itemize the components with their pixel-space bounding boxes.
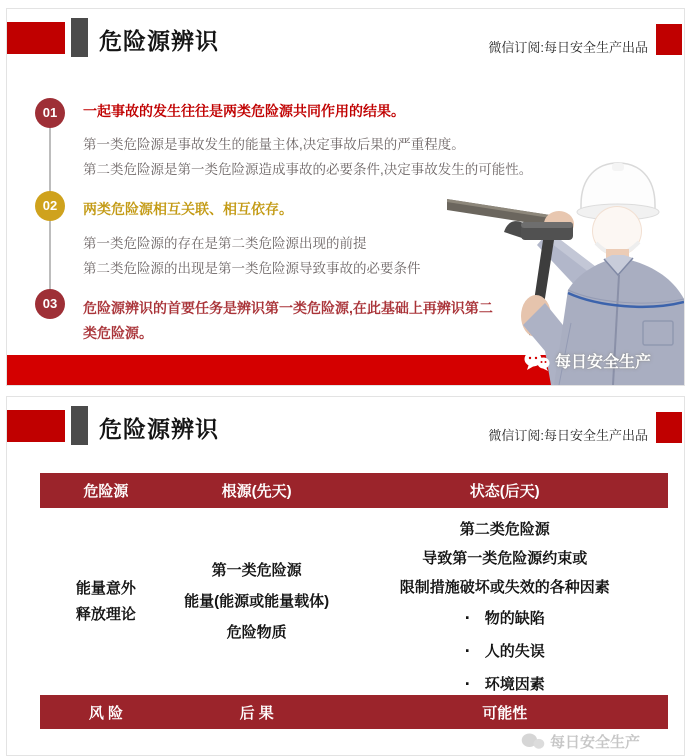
worker-photo [447,83,684,385]
bullet-dot: · [464,641,471,661]
table-header-root: 根源(先天) [221,483,292,500]
item-02-title: 两类危险源相互关联、相互依存。 [83,201,293,217]
energy-theory-line-2: 释放理论 [75,605,136,623]
header-right-red-block [656,24,682,55]
first-class-line-2: 能量(能源或能量载体) [184,593,330,610]
table-footer-row [40,695,668,729]
item-03-number-badge: 03 [35,289,65,319]
item-02-line-2: 第二类危险源的出现是第一类危险源导致事故的必要条件 [83,261,421,276]
bullet-dot: · [464,608,471,628]
slide1-title: 危险源辨识 [99,28,219,54]
slide2-subscription-text: 微信订阅:每日安全生产出品 [488,428,648,443]
item-02-line-1: 第一类危险源的存在是第二类危险源出现的前提 [83,236,367,251]
header-right-red-block [656,412,682,443]
bullet-text-environment: 环境因素 [484,676,545,693]
second-class-line-2: 导致第一类危险源约束或 [422,550,588,567]
bullet-dot: · [464,674,471,694]
bullet-item-defect [465,602,545,635]
header-dark-bar [71,406,88,445]
item-03-title: 危险源辨识的首要任务是辨识第一类危险源,在此基础上再辨识第二类危险源。 [83,300,493,341]
table-footer-possibility: 可能性 [482,704,528,722]
slide-2 [6,396,685,756]
table-header-state: 状态(后天) [469,483,540,500]
first-class-line-1: 第一类危险源 [211,562,302,579]
brand-watermark-text: 每日安全生产 [554,354,651,371]
item-01-line-2: 第二类危险源是第一类危险源造成事故的必要条件,决定事故发生的可能性。 [83,162,533,177]
first-class-line-3: 危险物质 [226,624,287,641]
table-footer-consequence: 后 果 [239,704,274,722]
brand-watermark [524,349,651,372]
bullet-text-human-error: 人的失误 [484,643,545,660]
table-header-row [40,473,668,508]
table-body-row [40,508,668,695]
item-02-number-badge: 02 [35,191,65,221]
item-01-title: 一起事故的发生往往是两类危险源共同作用的结果。 [83,103,405,119]
second-class-line-3: 限制措施破坏或失效的各种因素 [399,579,610,596]
table-header-hazard: 危险源 [83,483,129,500]
slide2-title: 危险源辨识 [99,416,219,442]
hazard-table [40,473,668,729]
item-02-body [83,231,421,281]
table-footer-risk: 风 险 [88,704,124,722]
bullet-text-defect: 物的缺陷 [484,610,545,627]
cell-second-class-hazard [341,508,668,695]
slide1-subscription-text: 微信订阅:每日安全生产出品 [488,40,648,55]
wechat-bubbles-icon [521,733,545,751]
wechat-bubbles-icon [524,351,550,371]
header-red-block [7,410,65,442]
second-class-line-1: 第二类危险源 [459,521,550,538]
item-01-line-1: 第一类危险源是事故发生的能量主体,决定事故后果的严重程度。 [83,137,465,152]
cell-first-class-hazard [172,508,342,695]
energy-theory-line-1: 能量意外 [75,579,136,597]
cell-energy-theory [40,508,172,695]
brand-watermark-faint [521,731,640,752]
header-red-block [7,22,65,54]
slide-1 [6,8,685,386]
brand-watermark-text: 每日安全生产 [549,734,640,751]
bullet-item-human-error [465,635,545,668]
header-dark-bar [71,18,88,57]
item-01-number-badge: 01 [35,98,65,128]
